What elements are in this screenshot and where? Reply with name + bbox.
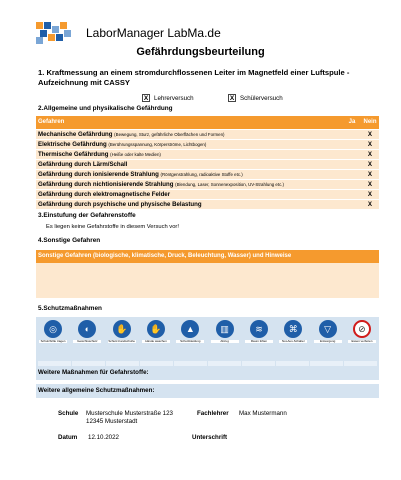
hazard-row — [36, 139, 379, 149]
protection-label: Schutz-handschuhe — [108, 339, 135, 343]
hazard-nein[interactable]: X — [361, 189, 379, 199]
hazard-row — [36, 169, 379, 179]
hazard-row — [36, 189, 379, 199]
hazard-ja[interactable] — [343, 129, 361, 139]
hazard-row — [36, 149, 379, 159]
schuelerversuch-checkbox[interactable] — [228, 94, 283, 102]
hazard-name: Gefährdung durch Lärm/Schall — [38, 160, 128, 168]
protection-item — [347, 320, 377, 359]
hazard-name-cell — [36, 199, 343, 209]
emergency-stop-icon: ⌘ — [284, 320, 302, 338]
header — [36, 22, 221, 44]
protection-item — [313, 320, 343, 359]
no-food-icon: ⊘ — [353, 320, 371, 338]
hazard-name: Gefährdung durch ionisierende Strahlung — [38, 170, 159, 178]
hazard-ja[interactable] — [343, 149, 361, 159]
weitere-gefahrstoffe[interactable]: Weitere Maßnahmen für Gefahrstoffe: — [36, 366, 379, 380]
hazard-row — [36, 129, 379, 139]
protection-item — [278, 320, 308, 359]
datum-value: 12.10.2022 — [88, 434, 119, 441]
protection-icons — [36, 317, 379, 359]
sonstige-gefahren-field[interactable] — [36, 263, 379, 298]
hazard-name: Elektrische Gefährdung — [38, 140, 107, 148]
fume-hood-icon: ▥ — [216, 320, 234, 338]
hazard-name-cell — [36, 179, 343, 189]
hazard-nein[interactable]: X — [361, 129, 379, 139]
experiment-title: 1. Kraftmessung an einem stromdurchflossenen Leiter im Magnetfeld einer Luftspule - Aufzeichnung mit CASSY — [38, 68, 350, 87]
protection-label: Not-Aus-Schalter — [279, 340, 307, 343]
protection-item — [141, 320, 171, 359]
hazard-name-cell — [36, 129, 343, 139]
hazard-ja[interactable] — [343, 159, 361, 169]
protection-item — [244, 320, 274, 359]
checkbox-mark: X — [143, 95, 149, 102]
checkbox-label: Lehrerversuch — [154, 94, 194, 102]
ventilation-icon: ≋ — [250, 320, 268, 338]
hand-wash-icon: ✋ — [147, 320, 165, 338]
protection-item — [72, 320, 102, 359]
hazard-name-cell — [36, 139, 343, 149]
hazard-name-cell — [36, 149, 343, 159]
hazard-nein[interactable]: X — [361, 199, 379, 209]
hazard-row — [36, 179, 379, 189]
protection-item — [107, 320, 137, 359]
protection-label: Gesichtsschutz — [73, 340, 101, 343]
lab-coat-icon: ▲ — [181, 320, 199, 338]
hazard-ja[interactable] — [343, 139, 361, 149]
hazard-nein[interactable]: X — [361, 169, 379, 179]
weitere-schutzmassnahmen[interactable]: Weitere allgemeine Schutzmaßnahmen: — [36, 384, 379, 398]
hazard-nein[interactable]: X — [361, 159, 379, 169]
hazard-name: Thermische Gefährdung — [38, 150, 109, 158]
hazard-name-cell — [36, 159, 343, 169]
sonstige-gefahren-header: Sonstige Gefahren (biologische, klimatische, Druck, Beleuchtung, Wasser) und Hinweise — [36, 250, 379, 263]
hazard-name: Mechanische Gefährdung — [38, 130, 113, 138]
gefahrstoff-note: Es liegen keine Gefahrstoffe in diesem Versuch vor! — [46, 224, 179, 230]
hazard-ja[interactable] — [343, 189, 361, 199]
brand-name: LaborManager LabMa.de — [86, 26, 221, 40]
schule-value-1: Musterschule Musterstraße 123 — [86, 410, 174, 417]
section-5-heading: 5.Schutzmaßnahmen — [38, 305, 102, 312]
col-ja: Ja — [343, 116, 361, 129]
section-3-heading: 3.Einstufung der Gefahrenstoffe — [38, 212, 136, 219]
protection-label: Hände waschen — [142, 340, 170, 343]
hazard-nein[interactable]: X — [361, 139, 379, 149]
schule-value-2: 12345 Musterstadt — [86, 418, 138, 425]
fachlehrer-value: Max Mustermann — [239, 410, 287, 417]
fachlehrer-label: Fachlehrer — [197, 410, 229, 417]
section-4-heading: 4.Sonstige Gefahren — [38, 237, 101, 244]
protection-label: Abzug — [211, 340, 239, 343]
protection-label: Raum lüften — [245, 340, 273, 343]
page-title: Gefährdungsbeurteilung — [136, 46, 265, 58]
hazard-ja[interactable] — [343, 199, 361, 209]
protection-label: Schutzkleidung — [176, 340, 204, 343]
col-gefahren: Gefahren — [36, 116, 343, 129]
datum-label: Datum — [58, 434, 78, 441]
protection-item — [38, 320, 68, 359]
face-shield-icon: ◐ — [78, 320, 96, 338]
hazard-desc: (Heiße oder kalte Medien) — [110, 151, 161, 157]
hazard-ja[interactable] — [343, 179, 361, 189]
protection-label: Entsorgung — [314, 340, 342, 343]
hazard-desc: (Blendung, Laser, Sonnenexposition, UV-Strahlung etc.) — [175, 181, 284, 187]
hazard-nein[interactable]: X — [361, 149, 379, 159]
unterschrift-label: Unterschrift — [192, 434, 228, 441]
hazard-name: Gefährdung durch elektromagnetische Felder — [38, 190, 171, 198]
col-nein: Nein — [361, 116, 379, 129]
protection-label: Essen verboten — [348, 340, 376, 343]
checkbox-mark: X — [229, 95, 235, 102]
hazard-row — [36, 199, 379, 209]
hazard-name-cell — [36, 169, 343, 179]
hazard-desc: (Berührungsspannung, Körperströme, Lichtbogen) — [108, 141, 207, 147]
checkbox-label: Schülerversuch — [240, 94, 283, 102]
hazard-name: Gefährdung durch psychische und physische Belastung — [38, 200, 202, 208]
labma-logo — [36, 22, 72, 44]
lehrerversuch-checkbox[interactable] — [142, 94, 194, 102]
goggles-icon: ◎ — [44, 320, 62, 338]
hazard-name: Gefährdung durch nichtionisierende Strahlung — [38, 180, 174, 188]
protection-label: Schutzbrille tragen — [40, 339, 66, 343]
gloves-icon: ✋ — [113, 320, 131, 338]
section-2-heading: 2.Allgemeine und physikalische Gefährdung — [38, 105, 173, 112]
hazard-desc: (Röntgenstrahlung, radioaktive Stoffe etc.) — [160, 171, 243, 177]
hazard-name-cell — [36, 189, 343, 199]
hazard-row — [36, 159, 379, 169]
waste-icon: ▽ — [319, 320, 337, 338]
schule-label: Schule — [58, 410, 79, 417]
hazard-desc: (Bewegung, Sturz, gefährliche Oberflächen und Formen) — [114, 131, 225, 137]
protection-item — [210, 320, 240, 359]
protection-item — [175, 320, 205, 359]
hazard-table — [36, 116, 379, 210]
hazard-nein[interactable]: X — [361, 179, 379, 189]
hazard-ja[interactable] — [343, 169, 361, 179]
